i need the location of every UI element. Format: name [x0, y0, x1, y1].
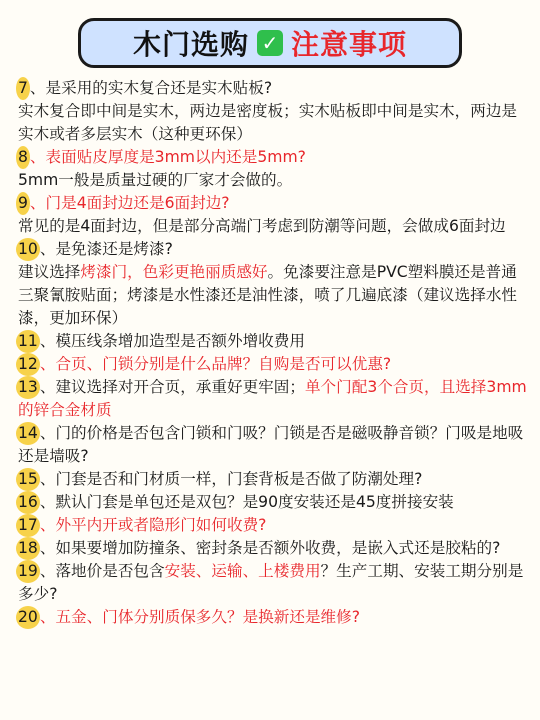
- checklist-item-16: [18, 491, 528, 514]
- checklist-note: [18, 261, 528, 330]
- item-text: 实木复合即中间是实木，两边是密度板；实木贴板即中间是实木，两边是实木或者多层实木（这种更环保）: [18, 102, 518, 143]
- item-text: 。免漆要注意是PVC塑料膜还是普通三聚氰胺贴面；烤漆是水性漆还是油性漆，喷了几遍底漆（建议选择水性漆，更加环保）: [18, 263, 518, 327]
- item-text: ？生产工期、安装工期分别是多少?: [18, 562, 524, 603]
- highlighted-text: 、表面贴皮厚度是3mm以内还是5mm?: [29, 148, 306, 166]
- checklist-item-18: [18, 537, 528, 560]
- item-number-badge: 8: [16, 146, 30, 169]
- highlighted-text: 、外平内开或者隐形门如何收费?: [39, 516, 267, 534]
- checklist-note: [18, 215, 528, 238]
- item-number-badge: 12: [16, 353, 40, 376]
- title-banner: [78, 18, 462, 68]
- checkmark-icon: ✓: [257, 30, 283, 56]
- item-text: 、建议选择对开合页，承重好更牢固；: [39, 378, 305, 396]
- item-number-badge: 7: [16, 77, 30, 100]
- item-number-badge: 17: [16, 514, 40, 537]
- checklist-item-14: [18, 422, 528, 468]
- item-number-badge: 15: [16, 468, 40, 491]
- highlighted-text: 、五金、门体分别质保多久？是换新还是维修?: [39, 608, 360, 626]
- checklist-item-20: [18, 606, 528, 629]
- item-number-badge: 19: [16, 560, 40, 583]
- item-text: 建议选择: [18, 263, 81, 281]
- item-number-badge: 20: [16, 606, 40, 629]
- checklist-item-19: [18, 560, 528, 606]
- checklist-item-9: [18, 192, 528, 215]
- checklist-item-7: [18, 77, 528, 100]
- highlighted-text: 安装、运输、上楼费用: [164, 562, 321, 580]
- checklist-item-10: [18, 238, 528, 261]
- title-right: 注意事项: [291, 28, 408, 61]
- item-text: 、是免漆还是烤漆?: [39, 240, 173, 258]
- item-text: 、落地价是否包含: [39, 562, 165, 580]
- checklist-item-8: [18, 146, 528, 169]
- item-text: 、是采用的实木复合还是实木贴板?: [29, 79, 273, 97]
- highlighted-text: 单个门配3个合页，且选择3mm的锌合金材质: [18, 378, 527, 419]
- checklist-item-11: [18, 330, 528, 353]
- checklist-note: [18, 169, 528, 192]
- item-text: 5mm一般是质量过硬的厂家才会做的。: [18, 171, 293, 189]
- checklist-item-17: [18, 514, 528, 537]
- checklist-item-13: [18, 376, 528, 422]
- item-number-badge: 14: [16, 422, 40, 445]
- item-number-badge: 16: [16, 491, 40, 514]
- item-text: 、如果要增加防撞条、密封条是否额外收费，是嵌入式还是胶粘的?: [39, 539, 501, 557]
- item-number-badge: 9: [16, 192, 30, 215]
- item-number-badge: 18: [16, 537, 40, 560]
- item-number-badge: 13: [16, 376, 40, 399]
- item-text: 、门套是否和门材质一样，门套背板是否做了防潮处理?: [39, 470, 423, 488]
- checklist-body: [18, 77, 528, 629]
- item-text: 、默认门套是单包还是双包？是90度安装还是45度拼接安装: [39, 493, 454, 511]
- checklist-item-15: [18, 468, 528, 491]
- item-number-badge: 10: [16, 238, 40, 261]
- checklist-note: [18, 100, 528, 146]
- item-text: 、门的价格是否包含门锁和门吸？门锁是否是磁吸静音锁？门吸是地吸还是墙吸?: [18, 424, 524, 465]
- highlighted-text: 、合页、门锁分别是什么品牌？自购是否可以优惠?: [39, 355, 392, 373]
- highlighted-text: 烤漆门，色彩更艳丽质感好: [80, 263, 268, 281]
- item-text: 常见的是4面封边，但是部分高端门考虑到防潮等问题，会做成6面封边: [18, 217, 506, 235]
- item-number-badge: 11: [16, 330, 40, 353]
- item-text: 、模压线条增加造型是否额外增收费用: [39, 332, 305, 350]
- highlighted-text: 、门是4面封边还是6面封边?: [29, 194, 230, 212]
- title-left: 木门选购: [132, 28, 249, 61]
- checklist-item-12: [18, 353, 528, 376]
